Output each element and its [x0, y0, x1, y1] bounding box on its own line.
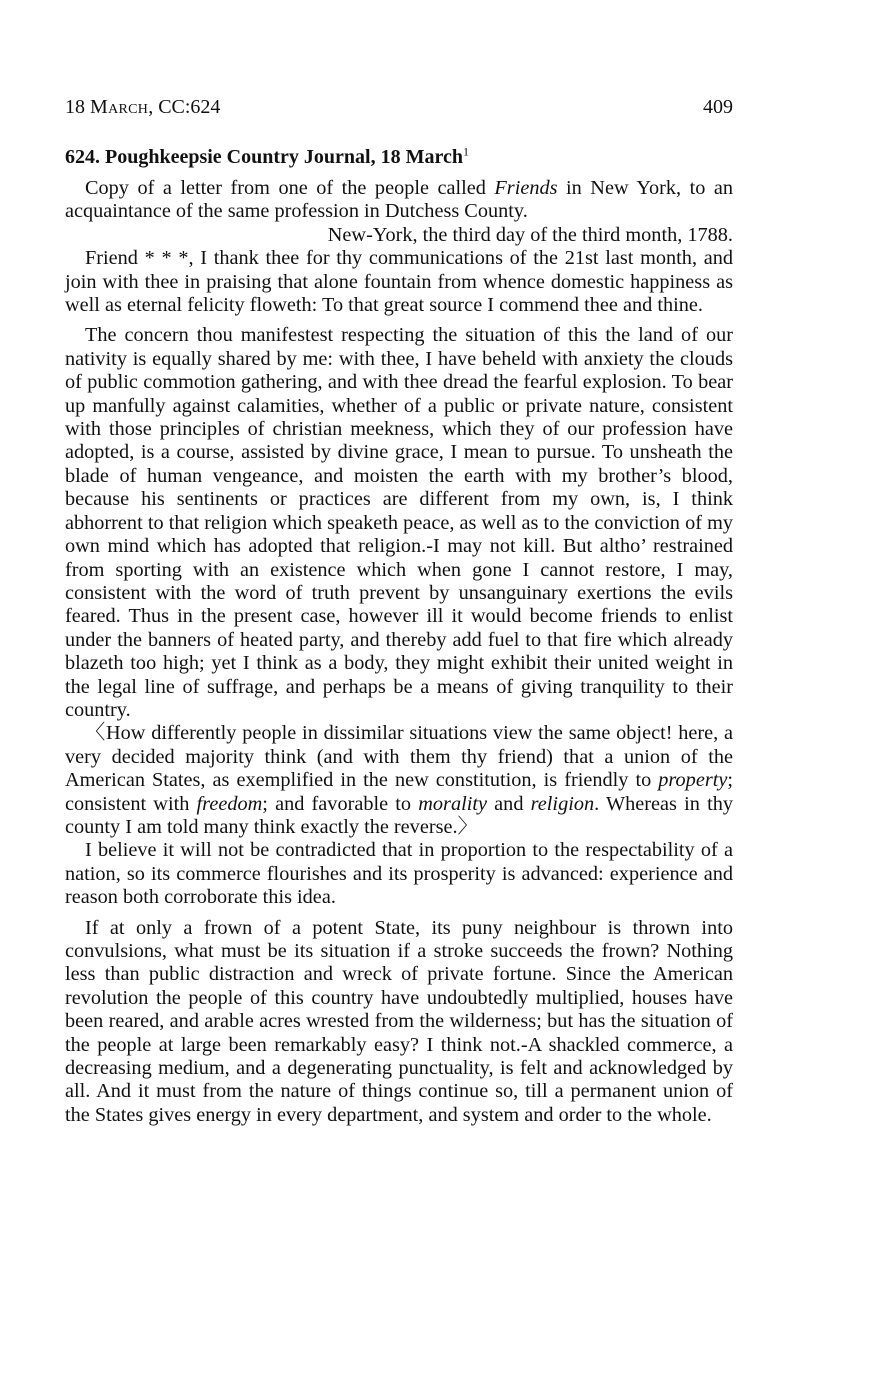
running-head — [65, 92, 733, 122]
word-religion: religion — [530, 792, 595, 815]
paragraph-3-text-c: ; and favorable to — [262, 792, 419, 815]
paragraph-1: Friend * * *, I thank thee for thy communications of the 21st last month, and join with thee in praising that alone fountain from whence domestic happiness as well as eternal felicity floweth: To that great source I commend thee and thine. — [65, 247, 733, 317]
intro-text-2: in New York, to an acquaintance of the same profession in Dutchess County. — [65, 177, 733, 223]
paragraph-3-text-a: 〈How differently people in dissimilar situations view the same object! here, a very decided majority think (and with them thy friend) that a union of the American States, as exemplified in the new constitution, is friendly to — [65, 722, 733, 792]
paragraph-4: I believe it will not be contradicted that in proportion to the respectability of a nation, so its commerce flourishes and its prosperity is advanced: experience and reason both corroborate this idea. — [65, 839, 733, 909]
letter-body — [65, 177, 733, 1127]
footnote-marker: 1 — [462, 144, 469, 159]
running-head-ref: , CC:624 — [148, 96, 221, 118]
paragraph-5: If at only a frown of a potent State, its puny neighbour is thrown into convulsions, what must be its situation if a stroke succeeds the frown? Nothing less than public distraction and wreck of private fortune. Since the American revolution the people of this country have undoubtedly multiplied, houses have been reared, and arable acres wrested from the wilderness; but has the situation of the people at large been remarkably easy? I think not.-A shackled commerce, a decreasing medium, and a degenerating punctuality, is felt and acknowledged by all. And it must from the nature of things continue so, till a permanent union of the States gives energy in every department, and system and order to the whole. — [65, 916, 733, 1126]
page-number: 409 — [703, 96, 733, 118]
running-head-day: 18 — [65, 96, 90, 118]
running-head-month: March — [90, 96, 149, 118]
paragraph-3-text-b: ; consistent with — [65, 769, 733, 815]
document-title — [65, 144, 733, 170]
word-property: property — [658, 769, 728, 792]
word-morality: morality — [418, 792, 487, 815]
intro-paragraph — [65, 177, 733, 224]
intro-text-1: Copy of a letter from one of the people called — [85, 177, 495, 199]
intro-friends: Friends — [494, 177, 558, 199]
paragraph-2: The concern thou manifestest respecting the situation of this the land of our nativity is equally shared by me: with thee, I have beheld with anxiety the clouds of public commotion gathering, and with thee dread the fearful explosion. To bear up manfully against calamities, whether of a public or private nature, consistent with those principles of christian meekness, which they of our profession have adopted, is a course, assisted by divine grace, I mean to pursue. To unsheath the blade of human vengeance, and moisten the earth with my brother’s blood, because his sentinents or practices are different from my own, is, I think abhorrent to that religion which speaketh peace, as well as to the conviction of my own mind which has adopted that religion.-I may not kill. But altho’ restrained from sporting with an existence which when gone I cannot restore, I may, consistent with the word of truth prevent by unsanguinary exertions the evils feared. Thus in the present case, however ill it would become friends to enlist under the banners of heated party, and thereby add fuel to that fire which already blazeth too high; yet I think as a body, they might exhibit their united weight in the legal line of suffrage, and perhaps be a means of giving tranquility to their country. — [65, 324, 733, 721]
document-page — [65, 92, 733, 1127]
paragraph-3 — [65, 722, 733, 839]
running-head-left — [65, 92, 220, 122]
paragraph-3-text-e: . Whereas in thy county I am told many think exactly the reverse.〉 — [65, 792, 734, 838]
document-title-text: 624. Poughkeepsie Country Journal, 18 March — [65, 146, 463, 168]
word-freedom: freedom — [196, 792, 263, 815]
paragraph-3-text-d: and — [487, 792, 531, 815]
dateline: New-York, the third day of the third month, 1788. — [327, 223, 733, 246]
